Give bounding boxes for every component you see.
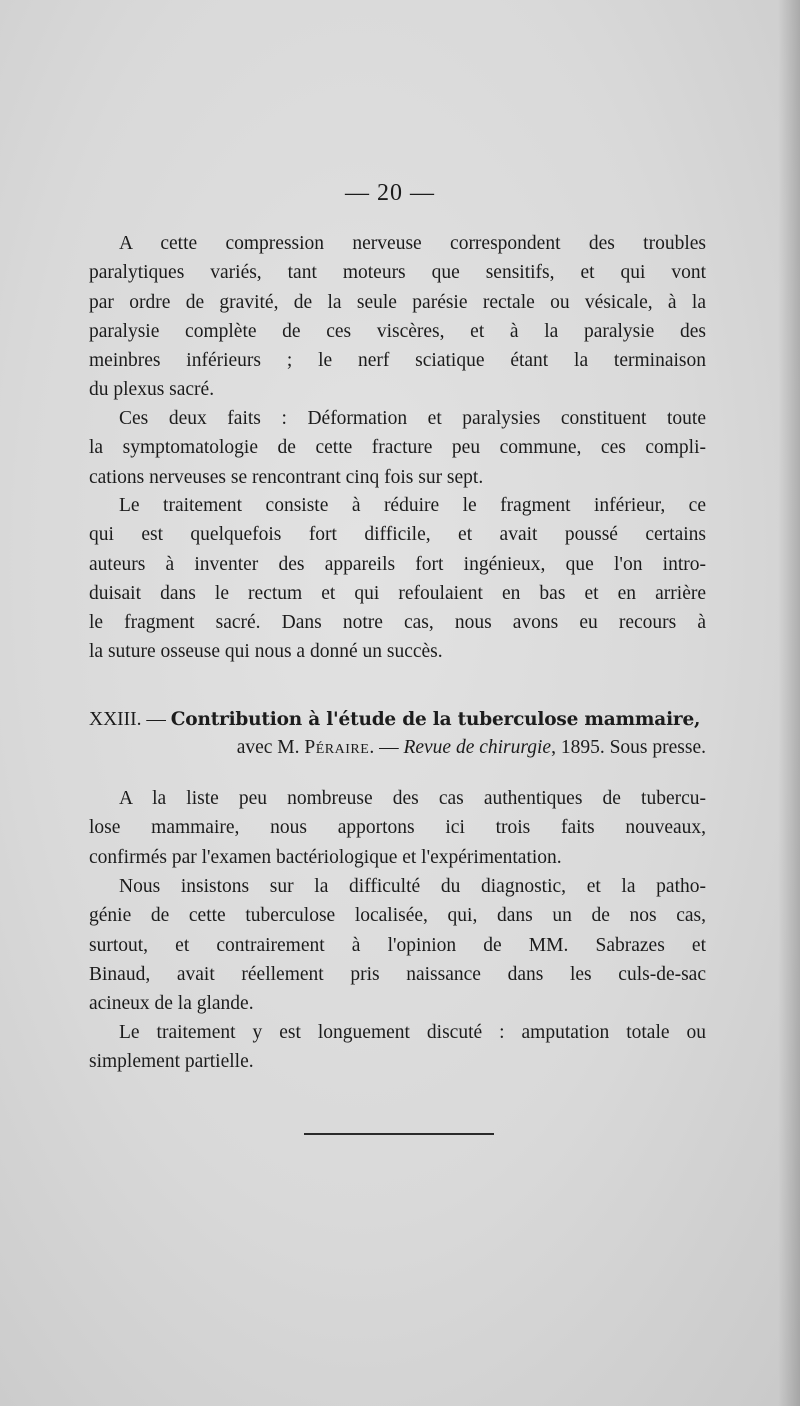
closing-rule: [304, 1133, 494, 1135]
text-line: lose mammaire, nous apportons ici trois faits nouveaux,: [89, 817, 706, 839]
text-line: meinbres inférieurs ; le nerf sciatique étant la terminaison: [89, 350, 706, 372]
text-line: génie de cette tuberculose localisée, qui, dans un de nos cas,: [89, 905, 706, 927]
text-line: A cette compression nerveuse correspondent des troubles: [119, 233, 706, 254]
text-line: auteurs à inventer des appareils fort ingénieux, que l'on intro-: [89, 553, 706, 575]
paragraph-treatment-discussion: [89, 1018, 706, 1077]
citation-separator: . —: [369, 737, 404, 758]
text-line: duisait dans le rectum et qui refoulaient en bas et en arrière: [89, 582, 706, 604]
text-line: paralysie complète de ces viscères, et à la paralysie des: [89, 320, 706, 342]
text-line: Le traitement consiste à réduire le fragment inférieur, ce: [119, 495, 706, 516]
text-line: Nous insistons sur la difficulté du diagnostic, et la patho-: [119, 876, 706, 897]
citation-prefix: avec M.: [236, 737, 305, 758]
text-line: paralytiques variés, tant moteurs que sensitifs, et qui vont: [89, 262, 706, 284]
text-line: A la liste peu nombreuse des cas authentiques de tubercu-: [119, 788, 706, 809]
page-number: — 20 —: [345, 180, 435, 206]
section-heading: [89, 705, 706, 734]
text-line: surtout, et contrairement à l'opinion de MM. Sabrazes et: [89, 934, 706, 956]
journal-name: Revue de chirurgie: [403, 737, 552, 758]
paragraph-symptoms: [89, 404, 706, 492]
section-title: Contribution à l'étude de la tuberculose mammaire,: [170, 709, 701, 730]
citation-suffix: , 1895. Sous presse.: [551, 737, 706, 758]
text-line: Le traitement y est longuement discuté : amputation totale ou: [119, 1022, 706, 1043]
paragraph-cases: [89, 784, 706, 872]
text-line: confirmés par l'examen bactériologique et l'expérimentation.: [89, 846, 562, 868]
text-line: Binaud, avait réellement pris naissance dans les culs-de-sac: [89, 963, 706, 985]
text-line: par ordre de gravité, de la seule parésie rectale ou vésicale, à la: [89, 291, 706, 313]
text-line: la symptomatologie de cette fracture peu commune, ces compli-: [89, 437, 706, 459]
text-line: simplement partielle.: [89, 1051, 254, 1073]
text-line: Ces deux faits : Déformation et paralysies constituent toute: [119, 408, 706, 429]
coauthor-name: Péraire: [304, 737, 370, 758]
text-line: acineux de la glande.: [89, 993, 254, 1015]
paragraph-diagnosis: [89, 872, 706, 1018]
text-line: cations nerveuses se rencontrant cinq fois sur sept.: [89, 466, 484, 488]
text-line: du plexus sacré.: [89, 379, 215, 401]
paragraph-treatment: [89, 491, 706, 667]
text-line: qui est quelquefois fort difficile, et avait poussé certains: [89, 524, 706, 546]
page-edge-shadow: [778, 0, 800, 1406]
paragraph-compression: [89, 229, 706, 405]
section-number: XXIII. —: [89, 709, 171, 730]
section-citation: [171, 734, 706, 762]
text-line: la suture osseuse qui nous a donné un succès.: [89, 641, 443, 663]
text-line: le fragment sacré. Dans notre cas, nous avons eu recours à: [89, 612, 706, 634]
